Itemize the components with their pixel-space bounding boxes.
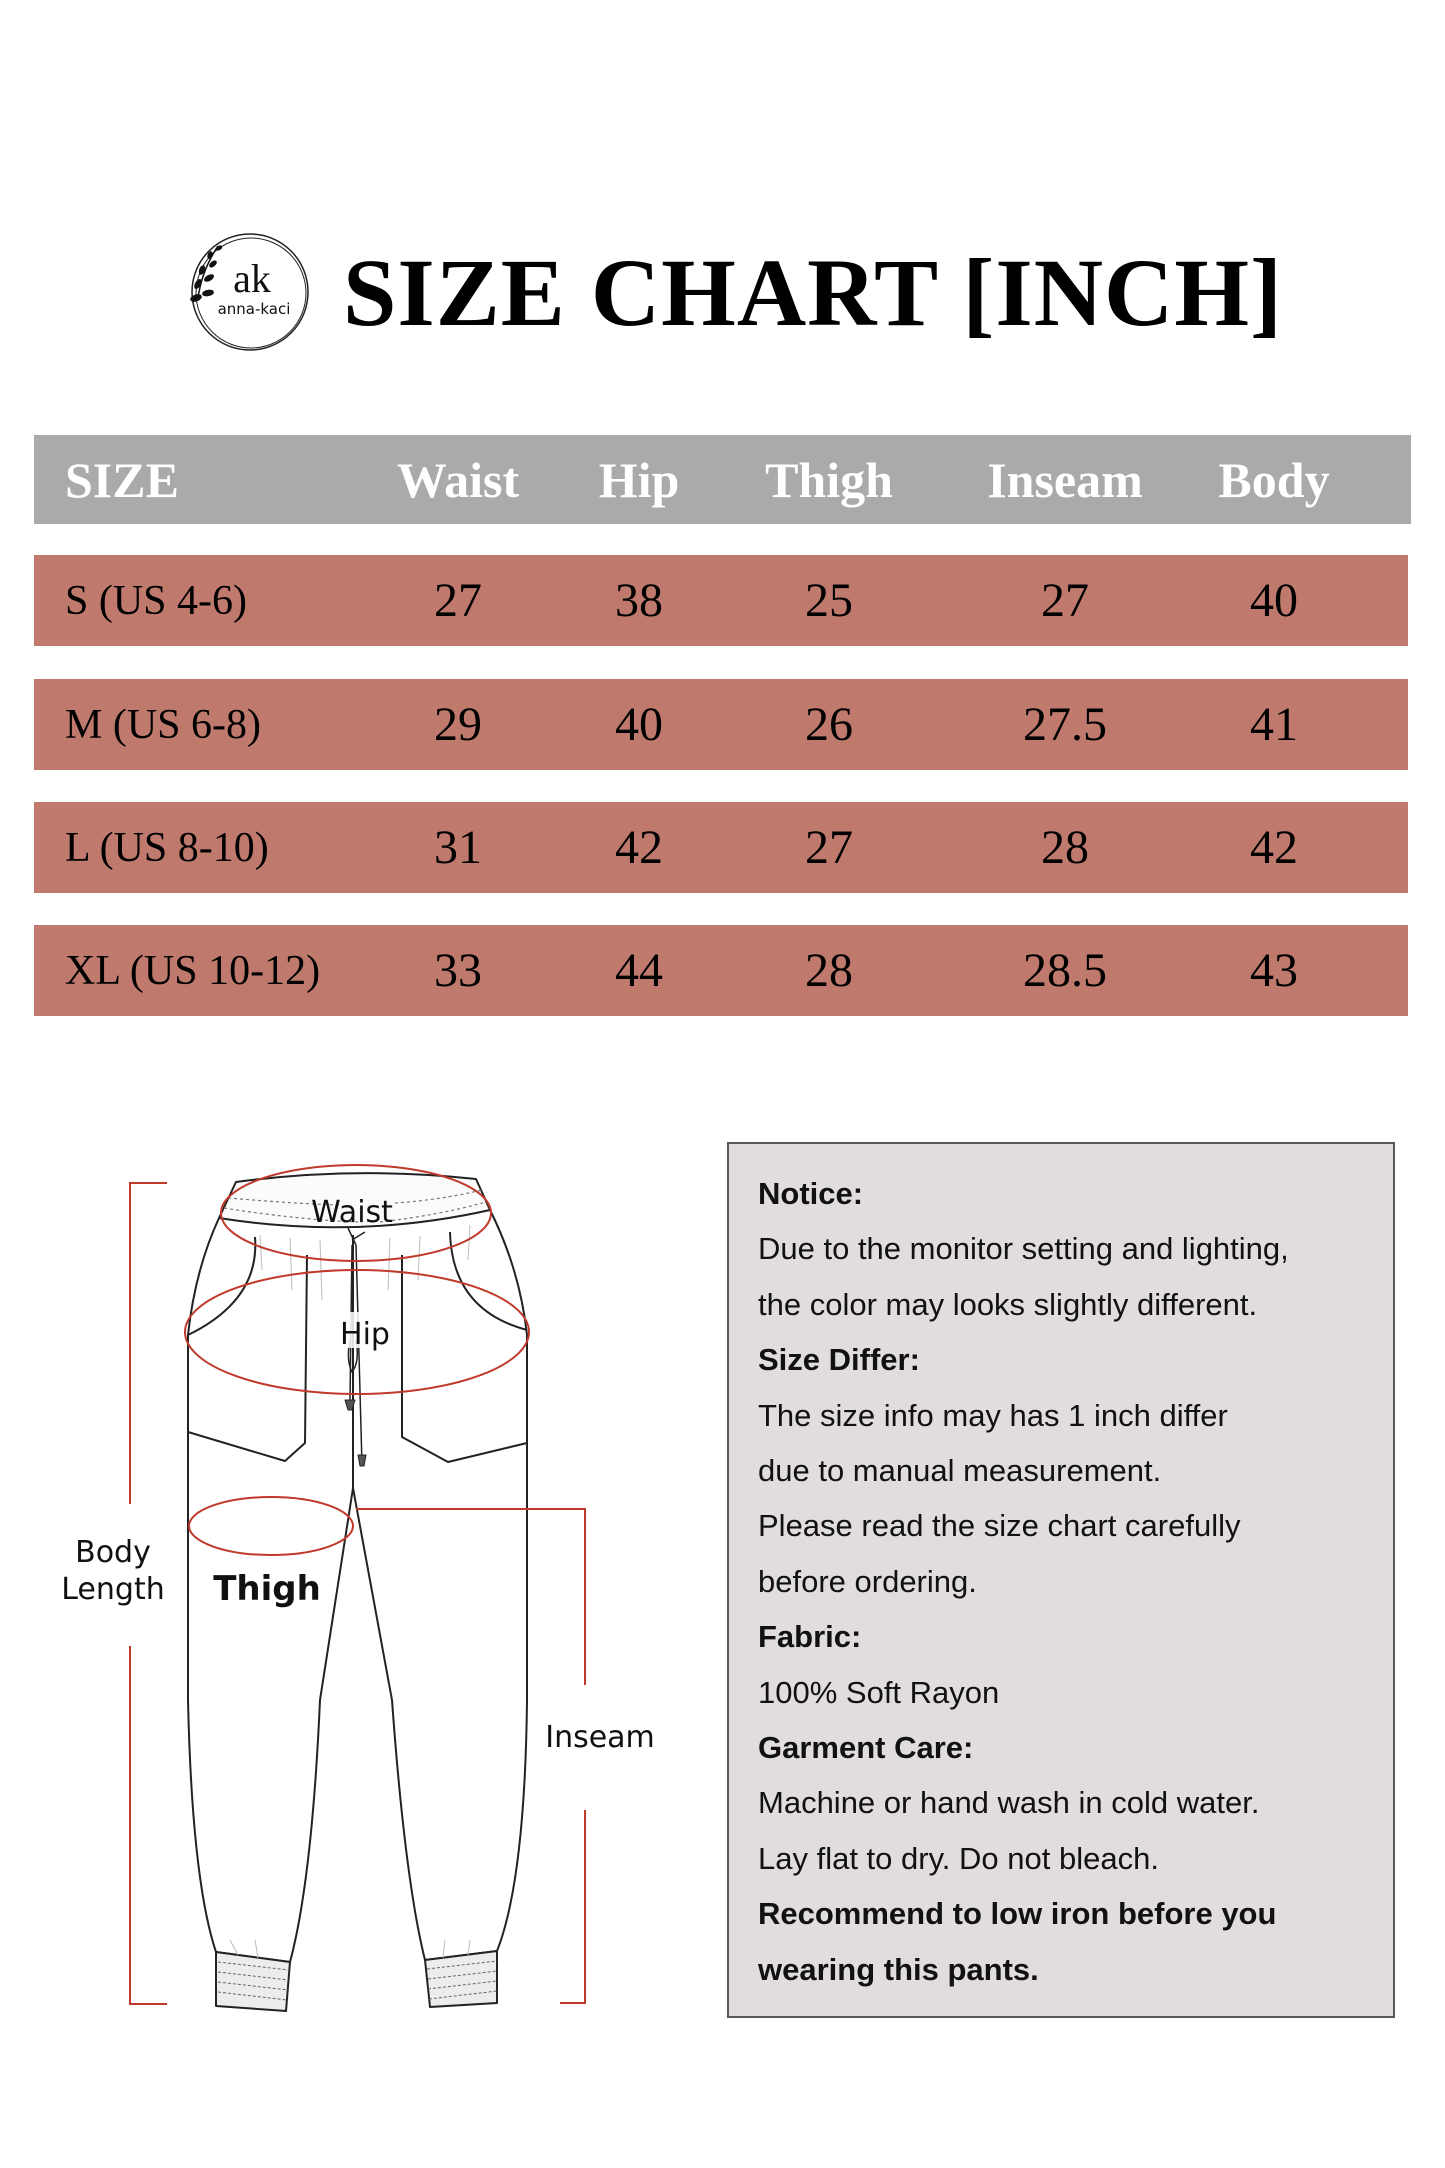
inseam-label: Inseam xyxy=(545,1720,655,1755)
body-value: 40 xyxy=(1250,574,1298,627)
notice-line: before ordering. xyxy=(758,1563,977,1599)
size-label: L (US 8-10) xyxy=(65,824,269,871)
notice-line: Machine or hand wash in cold water. xyxy=(758,1785,1260,1821)
notice-line: Due to the monitor setting and lighting, xyxy=(758,1231,1289,1267)
notice-line: the color may looks slightly different. xyxy=(758,1286,1258,1322)
waist-value: 29 xyxy=(434,698,482,751)
thigh-value: 28 xyxy=(805,944,853,997)
waist-value: 33 xyxy=(434,944,482,997)
header-size: SIZE xyxy=(65,451,179,508)
notice-heading: Recommend to low iron before you xyxy=(758,1896,1277,1932)
waist-label: Waist xyxy=(311,1195,393,1230)
body-value: 41 xyxy=(1250,698,1298,751)
notice-line: due to manual measurement. xyxy=(758,1453,1162,1489)
body-length-label: Body xyxy=(75,1535,151,1570)
size-table-header xyxy=(34,435,1411,524)
inseam-bracket xyxy=(356,1509,585,2003)
body-value: 42 xyxy=(1250,821,1298,874)
size-label: M (US 6-8) xyxy=(65,701,261,748)
inseam-value: 28.5 xyxy=(1023,944,1107,997)
notice-heading: Fabric: xyxy=(758,1619,862,1655)
notice-line: The size info may has 1 inch differ xyxy=(758,1397,1228,1433)
inseam-value: 27.5 xyxy=(1023,698,1107,751)
brand-name: anna-kaci xyxy=(217,300,291,318)
thigh-value: 26 xyxy=(805,698,853,751)
brand-monogram: ak xyxy=(233,256,271,301)
size-label: S (US 4-6) xyxy=(65,577,248,624)
body-value: 43 xyxy=(1250,944,1298,997)
thigh-label: Thigh xyxy=(213,1569,321,1609)
table-row xyxy=(34,679,1408,770)
thigh-value: 27 xyxy=(805,821,853,874)
left-cuff xyxy=(216,1952,290,2011)
thigh-measure-ellipse xyxy=(189,1497,353,1555)
notice-heading: Notice: xyxy=(758,1176,864,1211)
header-thigh: Thigh xyxy=(765,451,893,508)
brand-logo xyxy=(188,230,312,354)
table-row xyxy=(34,802,1408,893)
body-length-label-line2: Length xyxy=(61,1572,165,1607)
hip-value: 40 xyxy=(615,698,663,751)
table-row xyxy=(34,925,1408,1016)
header-waist: Waist xyxy=(396,451,520,508)
hip-value: 38 xyxy=(615,574,663,627)
header-body: Body xyxy=(1218,451,1330,508)
notice-line: 100% Soft Rayon xyxy=(758,1674,1000,1710)
notice-text xyxy=(758,1166,1383,1997)
notice-heading: Size Differ: xyxy=(758,1342,920,1378)
notice-line: Lay flat to dry. Do not bleach. xyxy=(758,1840,1159,1876)
size-label: XL (US 10-12) xyxy=(65,947,321,994)
hip-value: 44 xyxy=(615,944,663,997)
waist-value: 31 xyxy=(434,821,482,874)
header-inseam: Inseam xyxy=(987,451,1143,508)
notice-line: Please read the size chart carefully xyxy=(758,1508,1241,1544)
inseam-value: 27 xyxy=(1041,574,1089,627)
table-row xyxy=(34,555,1408,646)
notice-heading: Garment Care: xyxy=(758,1730,974,1766)
header-hip: Hip xyxy=(598,451,680,508)
hip-value: 42 xyxy=(615,821,663,874)
inseam-value: 28 xyxy=(1041,821,1089,874)
pants-measurement-diagram xyxy=(0,1120,720,2040)
left-pocket xyxy=(188,1237,307,1461)
hip-label: Hip xyxy=(340,1317,390,1352)
notice-heading: wearing this pants. xyxy=(758,1951,1039,1987)
right-pocket xyxy=(402,1232,527,1462)
page-title: SIZE CHART [INCH] xyxy=(343,239,1284,346)
notice-box xyxy=(727,1142,1395,2018)
waist-value: 27 xyxy=(434,574,482,627)
thigh-value: 25 xyxy=(805,574,853,627)
